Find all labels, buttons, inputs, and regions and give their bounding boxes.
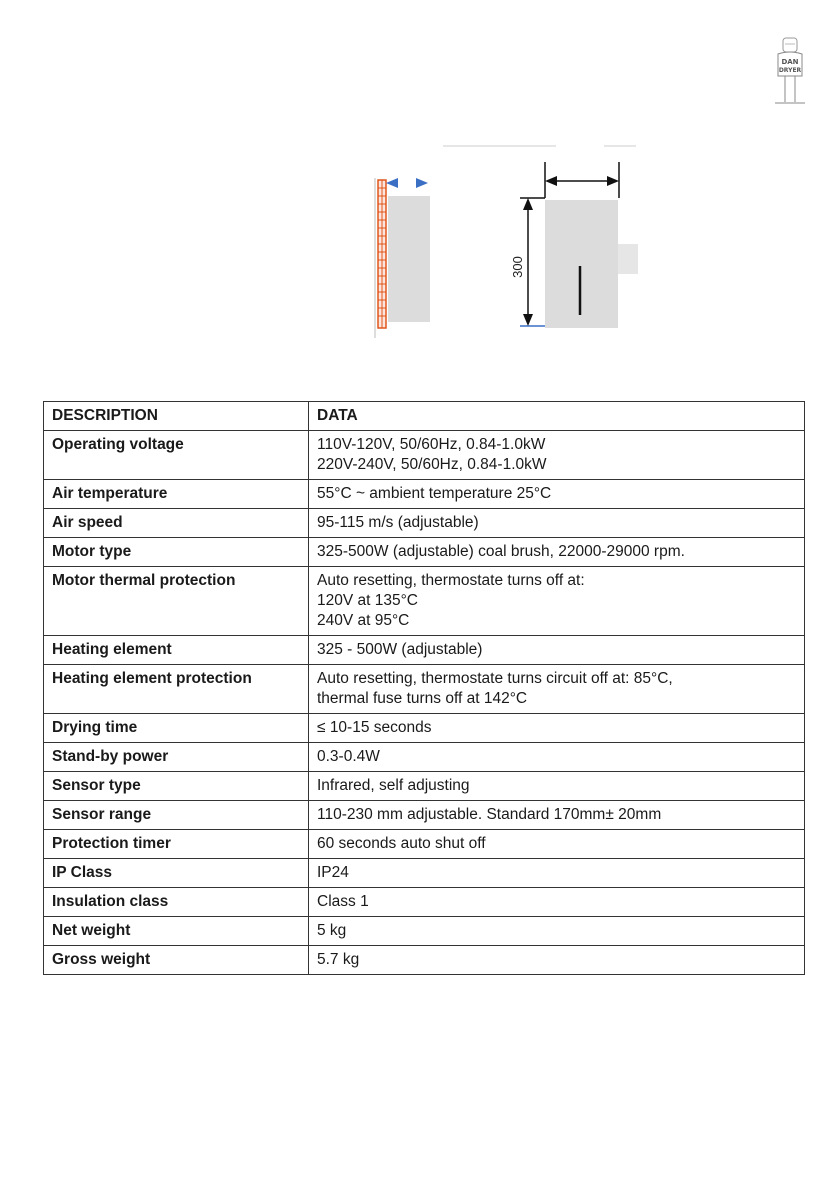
spec-value-line: 95-115 m/s (adjustable) <box>317 514 479 531</box>
product-dimension-drawing <box>360 140 660 345</box>
table-row <box>44 567 805 636</box>
spec-label: Insulation class <box>44 888 309 917</box>
side-view <box>375 178 430 338</box>
spec-value-line: 110V-120V, 50/60Hz, 0.84-1.0kW <box>317 436 546 453</box>
spec-value <box>309 480 805 509</box>
spec-value-line: 240V at 95°C <box>317 612 410 629</box>
spec-value <box>309 743 805 772</box>
spec-value-line: Auto resetting, thermostate turns circuit off at: 85°C, <box>317 670 673 687</box>
table-row <box>44 480 805 509</box>
dan-dryer-logo <box>771 36 809 110</box>
spec-label: Protection timer <box>44 830 309 859</box>
spec-value <box>309 509 805 538</box>
spec-value <box>309 636 805 665</box>
spec-value-line: ≤ 10-15 seconds <box>317 719 432 736</box>
spec-label: Gross weight <box>44 946 309 975</box>
table-row <box>44 830 805 859</box>
logo-text-dan: DAN <box>781 58 799 66</box>
table-row <box>44 772 805 801</box>
header-description: DESCRIPTION <box>44 402 309 431</box>
spec-value-line: 5 kg <box>317 922 347 939</box>
spec-label: IP Class <box>44 859 309 888</box>
spec-label: Heating element <box>44 636 309 665</box>
spec-value <box>309 859 805 888</box>
spec-value-line: 325-500W (adjustable) coal brush, 22000-29000 rpm. <box>317 543 685 560</box>
spec-label: Sensor type <box>44 772 309 801</box>
spec-value <box>309 714 805 743</box>
specification-table <box>43 401 805 975</box>
logo-text-dryer: DRYER <box>778 67 802 74</box>
spec-value-line: 60 seconds auto shut off <box>317 835 486 852</box>
table-row <box>44 917 805 946</box>
table-row <box>44 946 805 975</box>
spec-value-line: Infrared, self adjusting <box>317 777 470 794</box>
spec-value <box>309 665 805 714</box>
spec-value-line: 55°C ~ ambient temperature 25°C <box>317 485 552 502</box>
table-row <box>44 888 805 917</box>
spec-value-line: 325 - 500W (adjustable) <box>317 641 483 658</box>
spec-value <box>309 772 805 801</box>
spec-label: Sensor range <box>44 801 309 830</box>
spec-value <box>309 431 805 480</box>
spec-label: Operating voltage <box>44 431 309 480</box>
table-header-row <box>44 402 805 431</box>
spec-value <box>309 946 805 975</box>
table-row <box>44 665 805 714</box>
spec-value-line: IP24 <box>317 864 349 881</box>
table-row <box>44 743 805 772</box>
spec-label: Net weight <box>44 917 309 946</box>
height-dimension-label: 300 <box>510 256 525 278</box>
table-row <box>44 538 805 567</box>
spec-value <box>309 567 805 636</box>
table-row <box>44 509 805 538</box>
spec-label: Stand-by power <box>44 743 309 772</box>
table-row <box>44 636 805 665</box>
spec-value <box>309 830 805 859</box>
spec-value-line: 110-230 mm adjustable. Standard 170mm± 20mm <box>317 806 662 823</box>
spec-value-line: 5.7 kg <box>317 951 360 968</box>
spec-label: Motor type <box>44 538 309 567</box>
front-view <box>510 162 638 328</box>
spec-value <box>309 801 805 830</box>
spec-label: Drying time <box>44 714 309 743</box>
spec-label: Heating element protection <box>44 665 309 714</box>
spec-value-line: Auto resetting, thermostate turns off at: <box>317 572 585 589</box>
spec-label: Motor thermal protection <box>44 567 309 636</box>
spec-value-line: 0.3-0.4W <box>317 748 380 765</box>
spec-value-line: thermal fuse turns off at 142°C <box>317 690 528 707</box>
table-row <box>44 859 805 888</box>
table-row <box>44 801 805 830</box>
spec-value <box>309 538 805 567</box>
spec-value-line: Class 1 <box>317 893 369 910</box>
spec-value-line: 120V at 135°C <box>317 592 418 609</box>
spec-label: Air speed <box>44 509 309 538</box>
table-row <box>44 714 805 743</box>
table-row <box>44 431 805 480</box>
spec-value <box>309 888 805 917</box>
spec-label: Air temperature <box>44 480 309 509</box>
header-data: DATA <box>309 402 805 431</box>
spec-value <box>309 917 805 946</box>
spec-value-line: 220V-240V, 50/60Hz, 0.84-1.0kW <box>317 456 547 473</box>
